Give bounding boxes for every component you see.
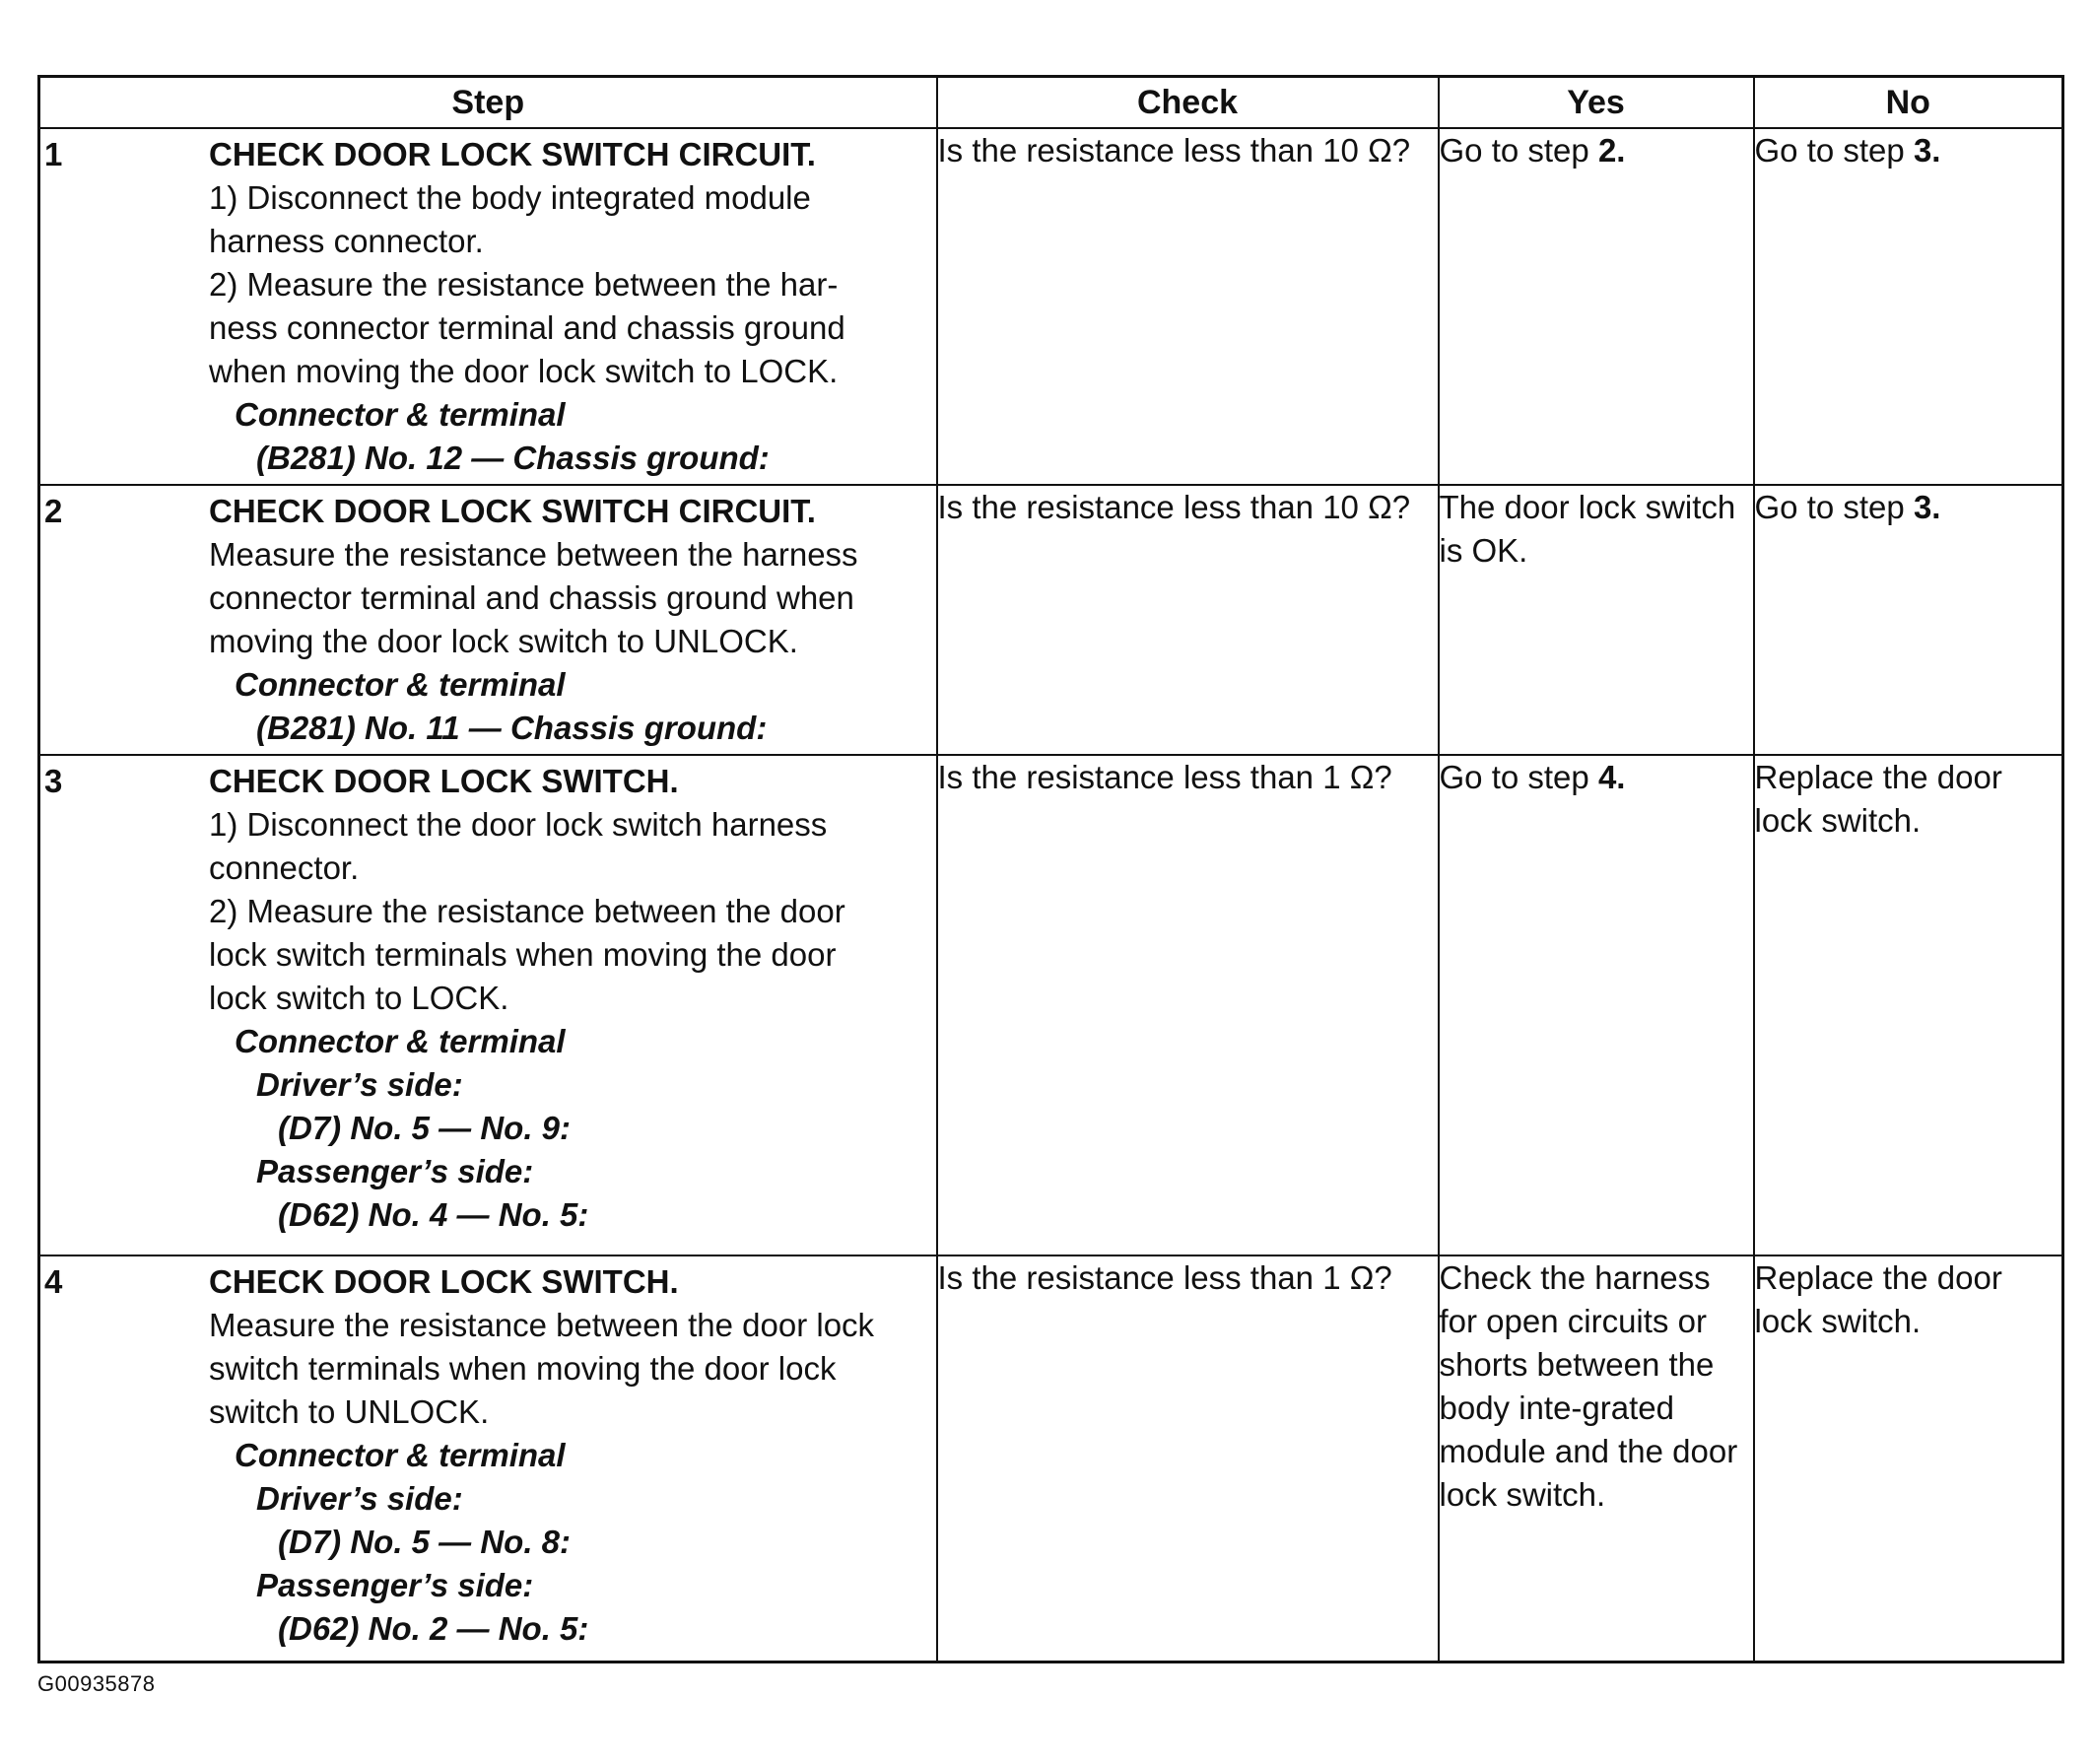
yes-text: The door lock switch is OK. [1439, 489, 1736, 569]
yes-step-ref: 2. [1597, 132, 1626, 169]
spec-side-driver: Driver’s side: [256, 1480, 463, 1517]
step-cell [39, 755, 937, 1255]
spec-terminal: (D7) No. 5 — No. 9: [278, 1110, 572, 1146]
spec-terminal: (B281) No. 11 — Chassis ground: [256, 710, 768, 746]
step-line: 2) Measure the resistance between the door [209, 893, 845, 929]
step-number: 4 [44, 1263, 63, 1300]
step-line: switch terminals when moving the door lock [209, 1350, 837, 1387]
step-line: ness connector terminal and chassis ground [209, 309, 845, 346]
step-line: harness connector. [209, 223, 484, 259]
header-no: No [1754, 77, 2063, 129]
no-cell [1754, 1255, 2063, 1662]
no-text: Go to step [1754, 489, 1914, 525]
no-step-ref: 3. [1913, 489, 1941, 525]
step-line: 2) Measure the resistance between the har- [209, 266, 839, 303]
step-heading: CHECK DOOR LOCK SWITCH CIRCUIT. [209, 493, 816, 529]
yes-cell [1439, 1255, 1754, 1662]
no-cell [1754, 485, 2063, 755]
step-line: Measure the resistance between the door lock [209, 1307, 875, 1343]
yes-cell [1439, 485, 1754, 755]
step-line: lock switch to LOCK. [209, 980, 509, 1016]
check-cell: Is the resistance less than 10 Ω? [937, 485, 1439, 755]
step-number: 1 [44, 136, 63, 172]
yes-step-ref: 4. [1597, 759, 1626, 795]
spec-side-passenger: Passenger’s side: [256, 1153, 534, 1189]
step-line: Measure the resistance between the harness [209, 536, 858, 573]
header-yes: Yes [1439, 77, 1754, 129]
no-text: Go to step [1754, 132, 1914, 169]
step-cell [39, 485, 937, 755]
no-text: Replace the door lock switch. [1754, 759, 2002, 839]
no-step-ref: 3. [1913, 132, 1941, 169]
step-line: lock switch terminals when moving the door [209, 936, 837, 973]
figure-id: G00935878 [37, 1671, 156, 1696]
step-line: moving the door lock switch to UNLOCK. [209, 623, 798, 659]
check-cell: Is the resistance less than 1 Ω? [937, 1255, 1439, 1662]
header-row [39, 77, 2063, 129]
table-row [39, 128, 2063, 485]
spec-terminal: (D62) No. 2 — No. 5: [278, 1610, 589, 1647]
step-line: switch to UNLOCK. [209, 1393, 490, 1430]
step-number: 3 [44, 763, 63, 799]
spec-terminal: (D62) No. 4 — No. 5: [278, 1196, 589, 1233]
spec-side-driver: Driver’s side: [256, 1066, 463, 1103]
yes-text: Go to step [1439, 132, 1598, 169]
step-heading: CHECK DOOR LOCK SWITCH. [209, 1263, 679, 1300]
step-heading: CHECK DOOR LOCK SWITCH CIRCUIT. [209, 136, 816, 172]
spec-label: Connector & terminal [235, 1023, 566, 1059]
yes-text: Go to step [1439, 759, 1598, 795]
table-row [39, 485, 2063, 755]
spec-terminal: (D7) No. 5 — No. 8: [278, 1524, 572, 1560]
check-cell: Is the resistance less than 10 Ω? [937, 128, 1439, 485]
step-number: 2 [44, 493, 63, 529]
step-line: connector terminal and chassis ground when [209, 579, 854, 616]
spec-label: Connector & terminal [235, 1437, 566, 1473]
table-row [39, 755, 2063, 1255]
spec-label: Connector & terminal [235, 666, 566, 703]
spec-label: Connector & terminal [235, 396, 566, 433]
yes-text: Check the harness for open circuits or shorts between the body inte-grated module and the door lock switch. [1439, 1259, 1738, 1513]
step-cell [39, 1255, 937, 1662]
check-cell: Is the resistance less than 1 Ω? [937, 755, 1439, 1255]
step-line: when moving the door lock switch to LOCK. [209, 353, 839, 389]
step-line: connector. [209, 849, 360, 886]
step-heading: CHECK DOOR LOCK SWITCH. [209, 763, 679, 799]
yes-cell [1439, 755, 1754, 1255]
no-cell [1754, 128, 2063, 485]
spec-side-passenger: Passenger’s side: [256, 1567, 534, 1603]
step-cell [39, 128, 937, 485]
step-line: 1) Disconnect the body integrated module [209, 179, 811, 216]
no-cell [1754, 755, 2063, 1255]
yes-cell [1439, 128, 1754, 485]
step-line: 1) Disconnect the door lock switch harness [209, 806, 828, 843]
spec-terminal: (B281) No. 12 — Chassis ground: [256, 440, 770, 476]
header-check: Check [937, 77, 1439, 129]
no-text: Replace the door lock switch. [1754, 1259, 2002, 1339]
diagnostic-table [37, 75, 2064, 1663]
header-step: Step [39, 77, 937, 129]
table-row [39, 1255, 2063, 1662]
